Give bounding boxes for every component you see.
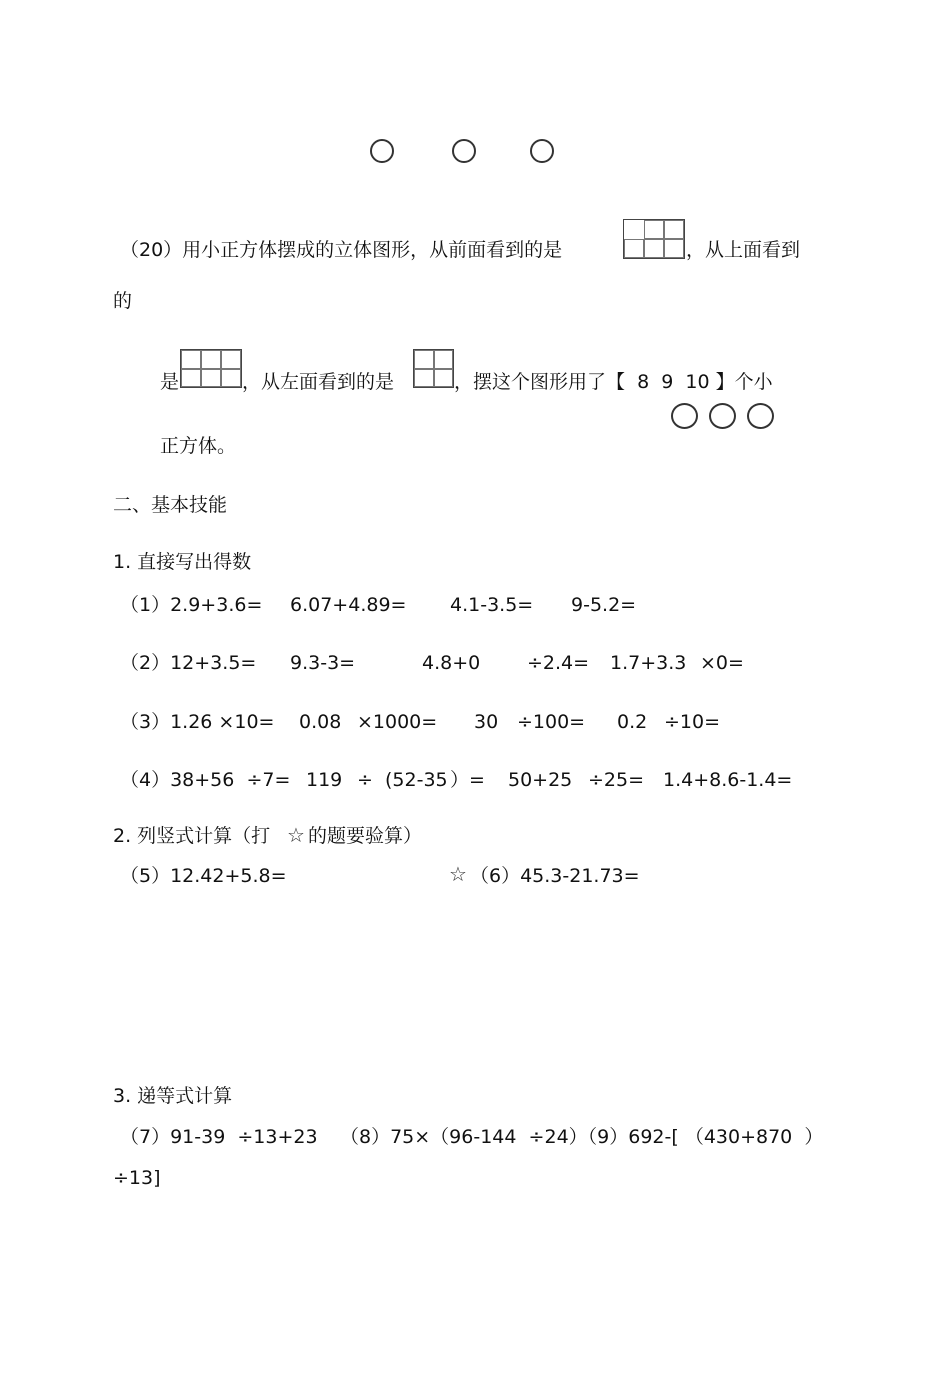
- calc-item: 9.3-3=: [290, 652, 356, 674]
- top-view-figure: [180, 349, 242, 388]
- q9-continuation: ÷13]: [113, 1167, 161, 1189]
- q5-problem: （5）12.42+5.8=: [120, 865, 287, 887]
- star-icon: ☆: [287, 823, 305, 847]
- q7-problem: （7）91-39 ÷13+23: [120, 1126, 318, 1148]
- calc-item: ÷: [357, 769, 373, 791]
- calc-item: 1.7+3.3: [610, 652, 687, 674]
- star-icon: ☆: [449, 862, 467, 886]
- answer-circle: [370, 139, 394, 163]
- calc-item: 30: [474, 711, 499, 733]
- left-view-figure: [413, 349, 454, 388]
- q20-text-e: ，从左面看到的是: [242, 371, 395, 393]
- front-view-figure: [623, 219, 685, 259]
- calc-item: 0.2: [617, 711, 648, 733]
- calc-item: ×0=: [700, 652, 744, 674]
- calc-item: （4）38+56 ÷7=: [120, 769, 291, 791]
- calc-item: 6.07+4.89=: [290, 594, 407, 616]
- calc-item: ÷100=: [517, 711, 586, 733]
- answer-circle: [671, 403, 698, 429]
- part2-title-b: 的题要验算）: [308, 825, 423, 847]
- calc-item: 1.4+8.6-1.4=: [663, 769, 793, 791]
- answer-circle: [747, 403, 774, 429]
- q20-text-f: ，摆这个图形用了【 8 9 10 】个小: [454, 371, 773, 393]
- calc-item: ÷25=: [588, 769, 645, 791]
- calc-item: 9-5.2=: [571, 594, 637, 616]
- calc-item: 4.1-3.5=: [450, 594, 534, 616]
- section-title: 二、基本技能: [113, 494, 228, 516]
- answer-circle: [530, 139, 554, 163]
- calc-item: （2）12+3.5=: [120, 652, 257, 674]
- q20-text-g: 正方体。: [160, 435, 237, 457]
- part2-title-a: 2. 列竖式计算（打: [113, 825, 271, 847]
- q6-problem: （6）45.3-21.73=: [470, 865, 640, 887]
- part1-title: 1. 直接写出得数: [113, 551, 252, 573]
- calc-item: ）=: [450, 769, 485, 791]
- answer-circle: [452, 139, 476, 163]
- answer-circle: [709, 403, 736, 429]
- calc-item: ×1000=: [357, 711, 438, 733]
- q20-text-d: 是: [160, 371, 180, 393]
- part3-title: 3. 递等式计算: [113, 1085, 233, 1107]
- calc-item: (52-35: [385, 769, 448, 791]
- calc-item: （3）1.26 ×10=: [120, 711, 275, 733]
- calc-item: （1）2.9+3.6=: [120, 594, 263, 616]
- calc-item: 119: [306, 769, 343, 791]
- q20-text-a: （20）用小正方体摆成的立体图形，从前面看到的是: [120, 239, 563, 261]
- calc-item: 0.08: [299, 711, 342, 733]
- calc-item: 4.8+0: [422, 652, 481, 674]
- q20-text-b: ，从上面看到: [686, 239, 801, 261]
- calc-item: 50+25: [508, 769, 573, 791]
- q20-text-c: 的: [113, 290, 133, 312]
- q8-q9-problems: （8）75×（96-144 ÷24）（9）692-[ （430+870 ）: [340, 1126, 824, 1148]
- calc-item: ÷10=: [664, 711, 721, 733]
- calc-item: ÷2.4=: [527, 652, 590, 674]
